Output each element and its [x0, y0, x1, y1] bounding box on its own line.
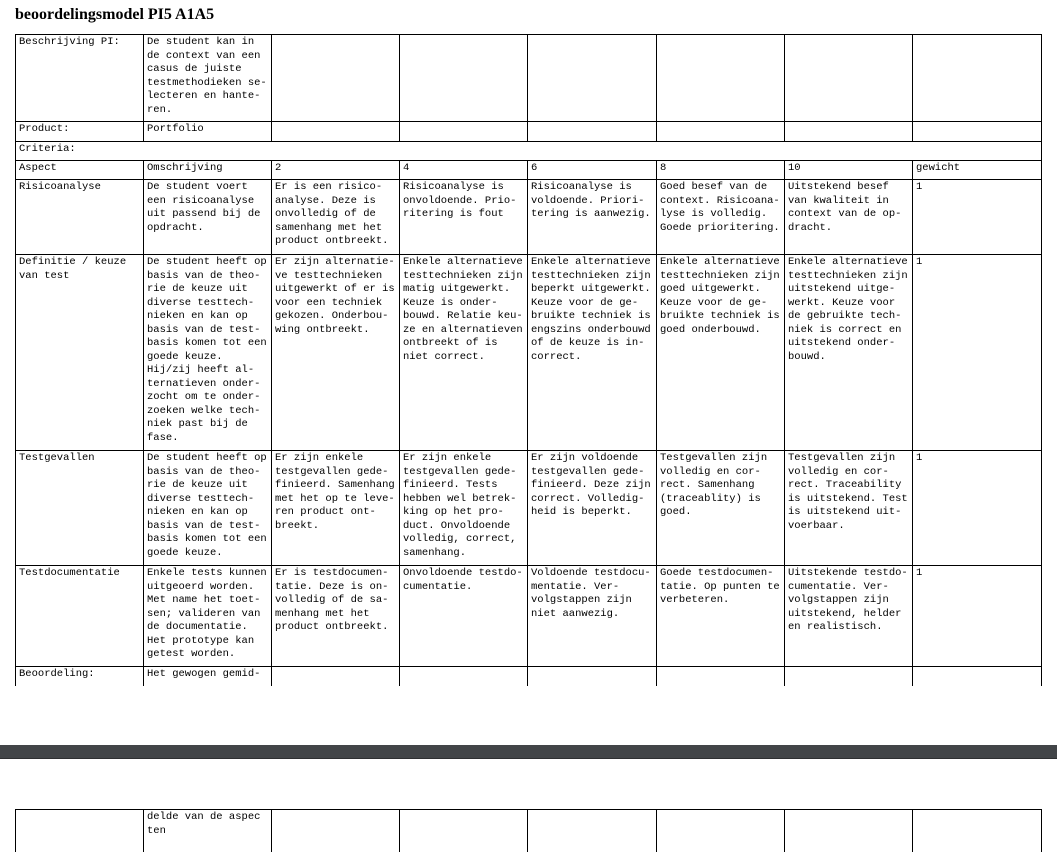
table-row — [16, 667, 1042, 687]
table-cell: Portfolio — [144, 122, 272, 142]
table-cell: 10 — [785, 161, 913, 180]
table-cell: Goede testdocumen- tatie. Op punten te verbeteren. — [657, 566, 785, 667]
table-cell: 1 — [913, 451, 1042, 566]
table-cell — [272, 122, 400, 142]
table-cell: Testgevallen zijn volledig en cor- rect. Samenhang (traceablity) is goed. — [657, 451, 785, 566]
table-cell — [400, 667, 528, 687]
table-row — [16, 566, 1042, 667]
table-cell: De student kan in de context van een casus de juiste testmethodieken se- lecteren en hante- ren. — [144, 35, 272, 122]
table-cell — [913, 810, 1042, 852]
table-cell — [785, 667, 913, 687]
table-cell: Aspect — [16, 161, 144, 180]
page-bottom-margin — [0, 686, 1057, 745]
table-cell: 1 — [913, 180, 1042, 255]
table-cell: Testdocumentatie — [16, 566, 144, 667]
table-cell: Risicoanalyse is voldoende. Priori- tering is aanwezig. — [528, 180, 657, 255]
table-cell — [528, 810, 657, 852]
table-cell: Beschrijving PI: — [16, 35, 144, 122]
table-cell — [913, 35, 1042, 122]
table-cell: Goed besef van de context. Risicoana- lyse is volledig. Goede prioritering. — [657, 180, 785, 255]
table-row — [16, 810, 1042, 852]
table-row — [16, 451, 1042, 566]
table-cell: 4 — [400, 161, 528, 180]
table-cell: Het gewogen gemid- — [144, 667, 272, 687]
table-cell: Beoordeling: — [16, 667, 144, 687]
table-cell: Er zijn enkele testgevallen gede- finieerd. Samenhang met het op te leve- ren product ont- breekt. — [272, 451, 400, 566]
table-cell: Omschrijving — [144, 161, 272, 180]
table-cell: Risicoanalyse is onvoldoende. Prio- ritering is fout — [400, 180, 528, 255]
table-cell — [400, 122, 528, 142]
table-cell — [400, 810, 528, 852]
table-cell — [785, 122, 913, 142]
table-cell: gewicht — [913, 161, 1042, 180]
table-cell — [657, 35, 785, 122]
table-cell: 2 — [272, 161, 400, 180]
table-cell — [657, 667, 785, 687]
table-cell: De student voert een risicoanalyse uit passend bij de opdracht. — [144, 180, 272, 255]
table-cell: 1 — [913, 566, 1042, 667]
page-2 — [0, 809, 1057, 852]
table-cell: Risicoanalyse — [16, 180, 144, 255]
table-cell — [528, 667, 657, 687]
table-cell: Uitstekend besef van kwaliteit in context van de op- dracht. — [785, 180, 913, 255]
rubric-table-continued — [15, 809, 1042, 852]
table-cell: Uitstekende testdo- cumentatie. Ver- volgstappen zijn uitstekend, helder en realistisch. — [785, 566, 913, 667]
table-cell: Enkele alternatieve testtechnieken zijn matig uitgewerkt. Keuze is onder- bouwd. Relatie keu- ze en alternatieven ontbreekt of is niet correct. — [400, 255, 528, 451]
table-cell: Er is testdocumen- tatie. Deze is on- volledig of de sa- menhang met het product ontbreekt. — [272, 566, 400, 667]
table-cell — [785, 810, 913, 852]
table-cell: 6 — [528, 161, 657, 180]
table-cell: De student heeft op basis van de theo- rie de keuze uit diverse testtech- nieken en kan op basis van de test- basis komen tot een goede keuze. — [144, 451, 272, 566]
table-cell — [272, 667, 400, 687]
table-cell: Er zijn voldoende testgevallen gede- finieerd. Deze zijn correct. Volledig- heid is beperkt. — [528, 451, 657, 566]
document-title: beoordelingsmodel PI5 A1A5 — [15, 6, 215, 23]
table-row — [16, 180, 1042, 255]
table-cell: 1 — [913, 255, 1042, 451]
table-cell: Er is een risico- analyse. Deze is onvolledig of de samenhang met het product ontbreekt. — [272, 180, 400, 255]
table-cell: 8 — [657, 161, 785, 180]
table-cell: Enkele tests kunnen uitgeoerd worden. Met name het toet- sen; valideren van de documentatie. Het prototype kan getest worden. — [144, 566, 272, 667]
table-cell: Voldoende testdocu- mentatie. Ver- volgstappen zijn niet aanwezig. — [528, 566, 657, 667]
table-cell — [272, 810, 400, 852]
table-cell: Definitie / keuze van test — [16, 255, 144, 451]
table-cell — [913, 122, 1042, 142]
table-cell: Enkele alternatieve testtechnieken zijn uitstekend uitge- werkt. Keuze voor de gebruikte tech- niek is correct en uitstekend onder- bouwd. — [785, 255, 913, 451]
table-cell: Onvoldoende testdo- cumentatie. — [400, 566, 528, 667]
table-cell — [400, 35, 528, 122]
table-cell: delde van de aspec ten — [144, 810, 272, 852]
table-cell: Testgevallen — [16, 451, 144, 566]
page-1 — [0, 34, 1057, 686]
table-cell — [657, 810, 785, 852]
table-cell: De student heeft op basis van de theo- rie de keuze uit diverse testtech- nieken en kan op basis van de test- basis komen tot een goede keuze. Hij/zij heeft al- ternatieven onder- zocht om te onder- zoeken welke tech- niek past bij de fase. — [144, 255, 272, 451]
table-row — [16, 142, 1042, 161]
table-cell: Er zijn alternatie- ve testtechnieken uitgewerkt of er is voor een techniek gekozen. Onderbou- wing ontbreekt. — [272, 255, 400, 451]
table-row — [16, 122, 1042, 142]
table-row — [16, 161, 1042, 180]
table-cell — [657, 122, 785, 142]
table-cell: Enkele alternatieve testtechnieken zijn beperkt uitgewerkt. Keuze voor de ge- bruikte techniek is engszins onderbouwd of de keuze is in- correct. — [528, 255, 657, 451]
table-cell — [785, 35, 913, 122]
table-cell: Enkele alternatieve testtechnieken zijn goed uitgewerkt. Keuze voor de ge- bruikte techniek is goed onderbouwd. — [657, 255, 785, 451]
table-cell: Er zijn enkele testgevallen gede- finieerd. Tests hebben wel betrek- king op het pro- duct. Onvoldoende volledig, correct, samenhang. — [400, 451, 528, 566]
table-cell — [272, 35, 400, 122]
rubric-table — [15, 34, 1042, 686]
table-cell: Criteria: — [16, 142, 1042, 161]
page-separator — [0, 745, 1057, 759]
table-cell — [16, 810, 144, 852]
table-cell: Product: — [16, 122, 144, 142]
table-cell: Testgevallen zijn volledig en cor- rect. Traceability is uitstekend. Test is uitstekend uit- voerbaar. — [785, 451, 913, 566]
table-cell — [913, 667, 1042, 687]
table-row — [16, 35, 1042, 122]
table-cell — [528, 35, 657, 122]
table-row — [16, 255, 1042, 451]
table-cell — [528, 122, 657, 142]
